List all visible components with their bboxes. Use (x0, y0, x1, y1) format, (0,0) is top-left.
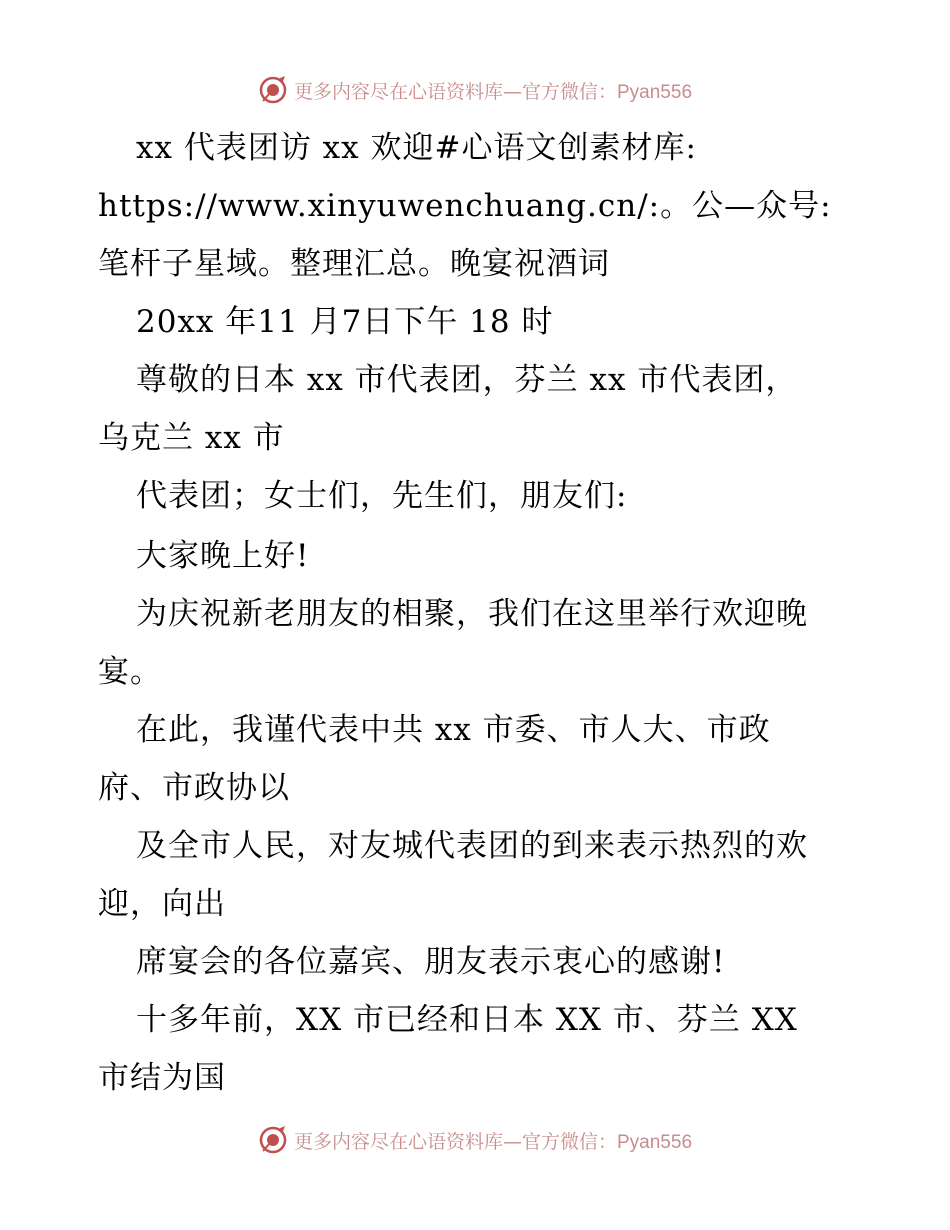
footer-banner-text (294, 1127, 692, 1154)
body-line-11: 在此，我谨代表中共 xx 市委、市人大、市政 (136, 712, 771, 748)
body-line-5: 尊敬的日本 xx 市代表团，芬兰 xx 市代表团， (136, 362, 798, 398)
body-line-13: 及全市人民，对友城代表团的到来表示热烈的欢 (136, 828, 808, 864)
body-line-10: 宴。 (98, 654, 162, 690)
body-line-1: xx 代表团访 xx 欢迎#心语文创素材库: (136, 130, 697, 166)
header-wechat-id: Pyan556 (617, 81, 693, 103)
footer-banner (0, 1122, 950, 1158)
body-line-15: 席宴会的各位嘉宾、朋友表示衷心的感谢! (136, 944, 726, 980)
footer-wechat-id: Pyan556 (617, 1131, 693, 1153)
body-line-14: 迎，向出 (98, 886, 226, 922)
footer-banner-label: 更多内容尽在心语资料库—官方微信： (293, 1130, 617, 1153)
header-banner-label: 更多内容尽在心语资料库—官方微信： (293, 80, 617, 103)
body-line-17: 市结为国 (98, 1060, 226, 1096)
quill-seal-icon (258, 1125, 288, 1155)
body-line-6: 乌克兰 xx 市 (98, 420, 285, 456)
body-line-8: 大家晚上好! (136, 538, 310, 574)
body-line-16: 十多年前，XX 市已经和日本 XX 市、芬兰 XX (136, 1002, 798, 1038)
header-banner-text (294, 77, 692, 104)
body-line-3: 笔杆子星域。整理汇总。晚宴祝酒词 (98, 246, 610, 282)
body-line-4: 20xx 年11 月7日下午 18 时 (136, 304, 554, 340)
header-banner (0, 72, 950, 108)
quill-seal-icon (258, 75, 288, 105)
body-line-7: 代表团；女士们，先生们，朋友们: (136, 478, 628, 514)
body-line-2: https://www.xinyuwenchuang.cn/:。公—众号: (98, 188, 832, 224)
body-line-12: 府、市政协以 (98, 770, 290, 806)
body-line-9: 为庆祝新老朋友的相聚，我们在这里举行欢迎晚 (136, 596, 808, 632)
